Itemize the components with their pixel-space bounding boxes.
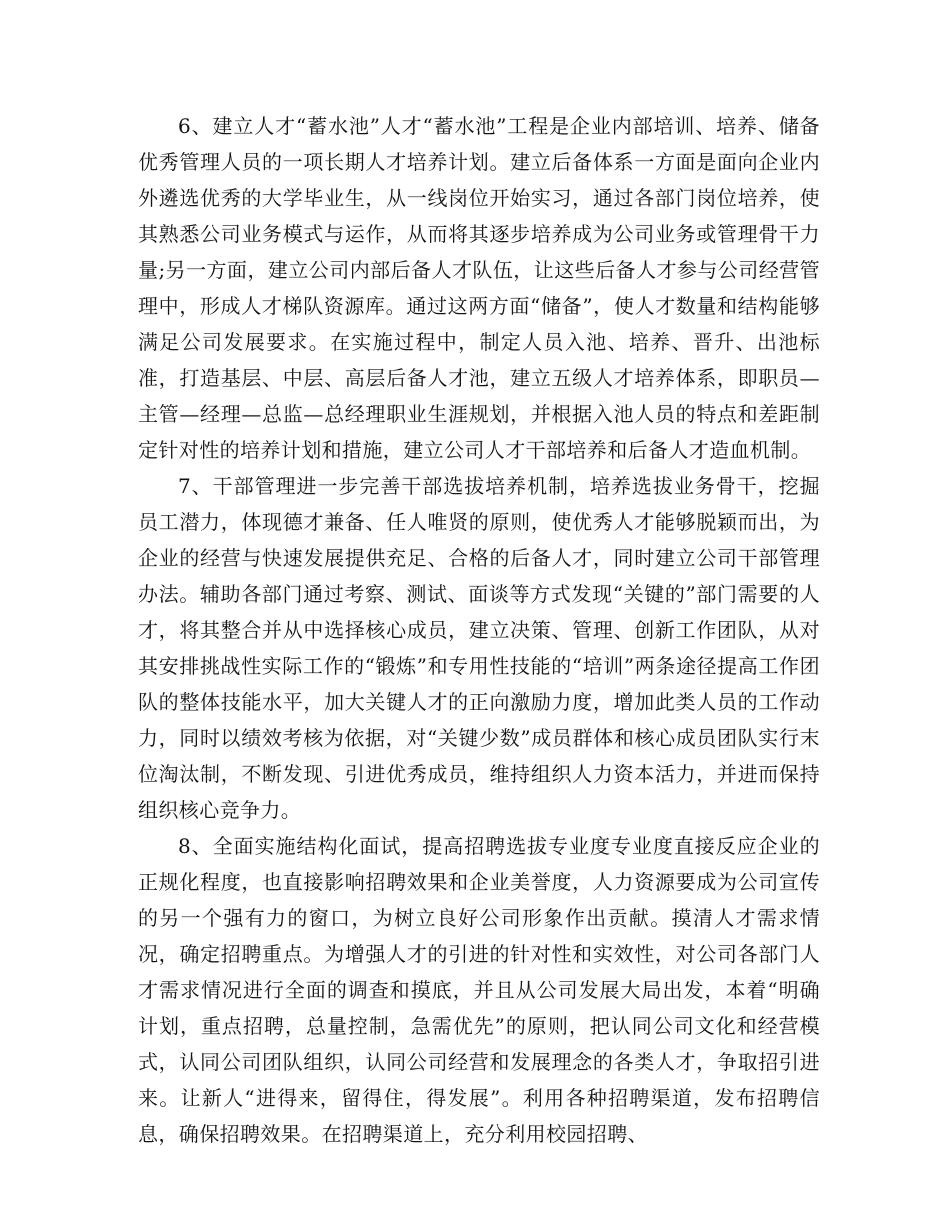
paragraph-talent-reservoir: 6、建立人才“蓄水池”人才“蓄水池”工程是企业内部培训、培养、储备优秀管理人员的一项长期人才培养计划。建立后备体系一方面是面向企业内外遴选优秀的大学毕业生，从一线岗位开始实习，通过各部门岗位培养，使其熟悉公司业务模式与运作，从而将其逐步培养成为公司业务或管理骨干力量;另一方面，建立公司内部后备人才队伍，让这些后备人才参与公司经营管理中，形成人才梯队资源库。通过这两方面“储备”，使人才数量和结构能够满足公司发展要求。在实施过程中，制定人员入池、培养、晋升、出池标准，打造基层、中层、高层后备人才池，建立五级人才培养体系，即职员—主管—经理—总监—总经理职业生涯规划，并根据入池人员的特点和差距制定针对性的培养计划和措施，建立公司人才干部培养和后备人才造血机制。 xyxy=(138,114,820,462)
document-body xyxy=(138,108,820,1152)
paragraph-structured-interview: 8、全面实施结构化面试，提高招聘选拔专业度专业度直接反应企业的正规化程度，也直接影响招聘效果和企业美誉度，人力资源要成为公司宣传的另一个强有力的窗口，为树立良好公司形象作出贡献。摸清人才需求情况，确定招聘重点。为增强人才的引进的针对性和实效性，对公司各部门人才需求情况进行全面的调查和摸底，并且从公司发展大局出发，本着“明确计划，重点招聘，总量控制，急需优先”的原则，把认同公司文化和经营模式，认同公司团队组织，认同公司经营和发展理念的各类人才，争取招引进来。让新人“进得来，留得住，得发展”。利用各种招聘渠道，发布招聘信息，确保招聘效果。在招聘渠道上，充分利用校园招聘、 xyxy=(138,834,820,1146)
paragraph-cadre-management: 7、干部管理进一步完善干部选拔培养机制，培养选拔业务骨干，挖掘员工潜力，体现德才兼备、任人唯贤的原则，使优秀人才能够脱颖而出，为企业的经营与快速发展提供充足、合格的后备人才，同时建立公司干部管理办法。辅助各部门通过考察、测试、面谈等方式发现“关键的”部门需要的人才，将其整合并从中选择核心成员，建立决策、管理、创新工作团队，从对其安排挑战性实际工作的“锻炼”和专用性技能的“培训”两条途径提高工作团队的整体技能水平，加大关键人才的正向激励力度，增加此类人员的工作动力，同时以绩效考核为依据，对“关键少数”成员群体和核心成员团队实行末位淘汰制，不断发现、引进优秀成员，维持组织人力资本活力，并进而保持组织核心竞争力。 xyxy=(138,474,820,822)
